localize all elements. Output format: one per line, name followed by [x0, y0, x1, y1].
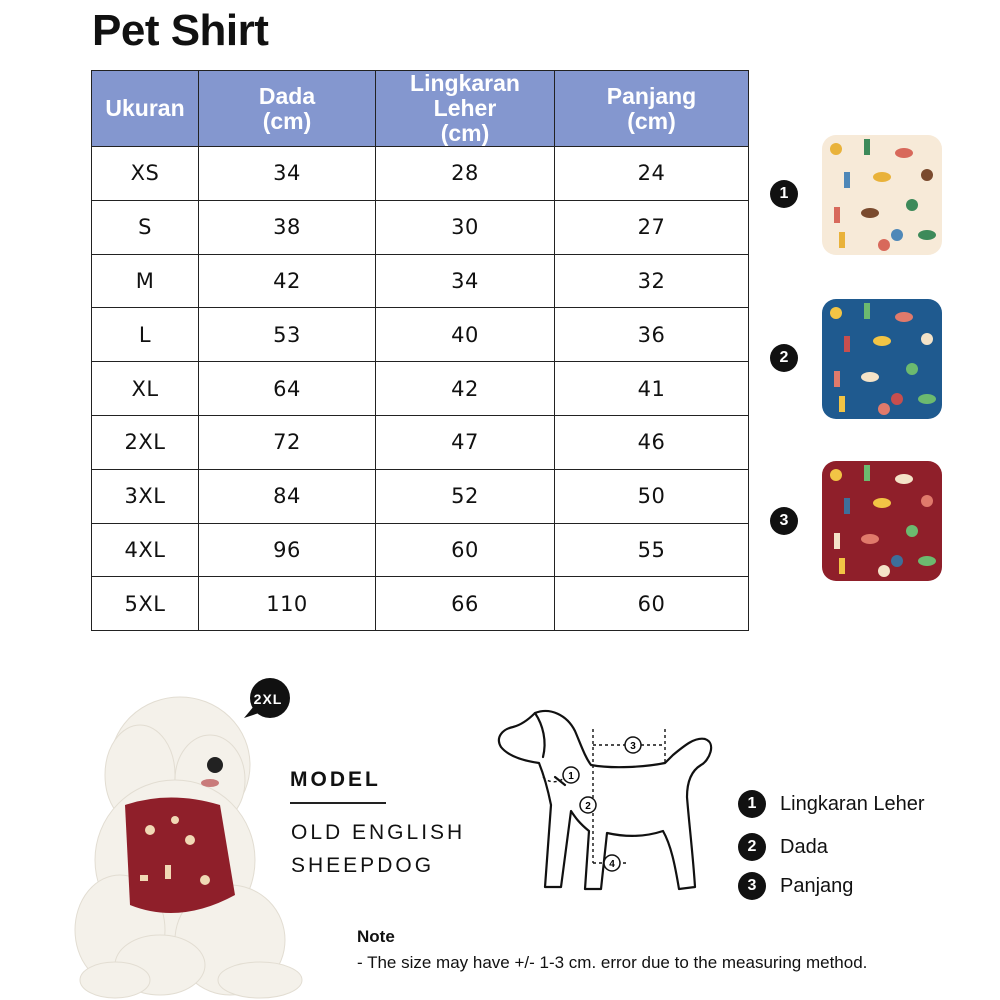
cell-size: S: [92, 200, 199, 254]
pattern-motif: [906, 199, 918, 211]
header-length: [555, 71, 749, 147]
cell-length: 50: [555, 469, 749, 523]
cell-length: 55: [555, 523, 749, 577]
table-body: [92, 147, 749, 631]
table-row: [92, 308, 749, 362]
cell-length: 27: [555, 200, 749, 254]
table-row: [92, 362, 749, 416]
cell-length: 32: [555, 254, 749, 308]
cell-neck: 30: [376, 200, 555, 254]
legend-item-chest: [738, 833, 828, 861]
cell-neck: 34: [376, 254, 555, 308]
pattern-motif: [839, 558, 845, 574]
table-row: [92, 200, 749, 254]
pattern-icon: [822, 135, 942, 255]
pattern-motif: [918, 394, 936, 404]
header-chest-label: Dada (cm): [258, 82, 316, 134]
size-badge: [242, 676, 294, 722]
breed-name: [291, 816, 511, 882]
pattern-motif: [895, 474, 913, 484]
cell-length: 41: [555, 362, 749, 416]
diagram-marker-1: 1: [568, 771, 574, 782]
cell-length: 24: [555, 147, 749, 201]
pattern-motif: [834, 207, 840, 223]
pattern-motif: [873, 172, 891, 182]
legend-item-length: [738, 872, 853, 900]
header-neck-label: Lingkaran Leher (cm): [410, 70, 520, 146]
pattern-motif: [906, 525, 918, 537]
table-row: [92, 254, 749, 308]
pattern-motif: [830, 307, 842, 319]
pattern-motif: [834, 371, 840, 387]
cell-chest: 96: [199, 523, 376, 577]
header-length-label: Panjang (cm): [606, 82, 697, 134]
pattern-motif: [844, 172, 850, 188]
pattern-motif: [861, 372, 879, 382]
cell-chest: 34: [199, 147, 376, 201]
pattern-motif: [844, 498, 850, 514]
table-row: [92, 469, 749, 523]
cell-neck: 66: [376, 577, 555, 631]
legend-item-neck: [738, 790, 925, 818]
cell-length: 36: [555, 308, 749, 362]
pattern-motif: [861, 534, 879, 544]
page-title: Pet Shirt: [92, 6, 269, 55]
pattern-motif: [921, 169, 933, 181]
pattern-motif: [873, 498, 891, 508]
pattern-motif: [891, 393, 903, 405]
pattern-motif: [864, 139, 870, 155]
table-row: [92, 147, 749, 201]
pattern-motif: [878, 403, 890, 415]
cell-size: 3XL: [92, 469, 199, 523]
pattern-motif: [895, 312, 913, 322]
legend-label-length: Panjang: [780, 874, 854, 897]
note-text: - The size may have +/- 1-3 cm. error due to the measuring method.: [357, 953, 868, 972]
cell-chest: 84: [199, 469, 376, 523]
pattern-icon: [822, 299, 942, 419]
cell-size: 5XL: [92, 577, 199, 631]
header-size: Ukuran: [92, 71, 199, 147]
diagram-marker-4: 4: [609, 859, 615, 870]
fabric-swatch-red[interactable]: [822, 461, 942, 581]
pattern-motif: [864, 465, 870, 481]
pattern-icon: [822, 461, 942, 581]
pattern-motif: [878, 239, 890, 251]
cell-neck: 28: [376, 147, 555, 201]
legend-label-chest: Dada: [780, 835, 828, 858]
model-dog-photo: [60, 680, 320, 1000]
pattern-motif: [918, 230, 936, 240]
cell-chest: 64: [199, 362, 376, 416]
cell-size: 4XL: [92, 523, 199, 577]
pattern-motif: [839, 232, 845, 248]
model-label: MODEL: [290, 768, 381, 791]
cell-size: XS: [92, 147, 199, 201]
swatch-number-1: 1: [770, 180, 798, 208]
pattern-motif: [873, 336, 891, 346]
cell-chest: 38: [199, 200, 376, 254]
note-title: Note: [357, 927, 395, 946]
pattern-motif: [830, 469, 842, 481]
measurement-diagram: [495, 705, 725, 900]
header-neck: [376, 71, 555, 147]
table-row: [92, 577, 749, 631]
cell-chest: 72: [199, 415, 376, 469]
cell-chest: 53: [199, 308, 376, 362]
fabric-swatch-cream[interactable]: [822, 135, 942, 255]
size-badge-label: 2XL: [253, 691, 283, 707]
table-header-row: [92, 71, 749, 147]
pattern-motif: [906, 363, 918, 375]
cell-neck: 52: [376, 469, 555, 523]
pattern-motif: [891, 229, 903, 241]
cell-size: L: [92, 308, 199, 362]
pattern-motif: [834, 533, 840, 549]
pattern-motif: [891, 555, 903, 567]
pattern-motif: [839, 396, 845, 412]
diagram-marker-3: 3: [630, 741, 636, 752]
legend-label-neck: Lingkaran Leher: [780, 792, 925, 815]
pattern-motif: [878, 565, 890, 577]
breed-line-2: SHEEPDOG: [291, 854, 435, 877]
cell-length: 60: [555, 577, 749, 631]
header-chest: [199, 71, 376, 147]
cell-neck: 47: [376, 415, 555, 469]
model-divider: [290, 802, 386, 804]
pattern-motif: [830, 143, 842, 155]
pattern-motif: [864, 303, 870, 319]
pattern-motif: [921, 495, 933, 507]
pattern-motif: [844, 336, 850, 352]
size-chart-table: [91, 70, 749, 631]
cell-neck: 42: [376, 362, 555, 416]
legend-number-3: 3: [738, 872, 766, 900]
cell-neck: 40: [376, 308, 555, 362]
pattern-motif: [918, 556, 936, 566]
pattern-motif: [895, 148, 913, 158]
fabric-swatch-blue[interactable]: [822, 299, 942, 419]
pattern-motif: [921, 333, 933, 345]
swatch-number-2: 2: [770, 344, 798, 372]
legend-number-2: 2: [738, 833, 766, 861]
table-row: [92, 415, 749, 469]
breed-line-1: OLD ENGLISH: [291, 821, 466, 844]
cell-size: M: [92, 254, 199, 308]
cell-size: 2XL: [92, 415, 199, 469]
swatch-number-3: 3: [770, 507, 798, 535]
cell-chest: 42: [199, 254, 376, 308]
cell-neck: 60: [376, 523, 555, 577]
pattern-motif: [861, 208, 879, 218]
cell-chest: 110: [199, 577, 376, 631]
cell-length: 46: [555, 415, 749, 469]
diagram-marker-2: 2: [585, 801, 591, 812]
cell-size: XL: [92, 362, 199, 416]
legend-number-1: 1: [738, 790, 766, 818]
table-row: [92, 523, 749, 577]
